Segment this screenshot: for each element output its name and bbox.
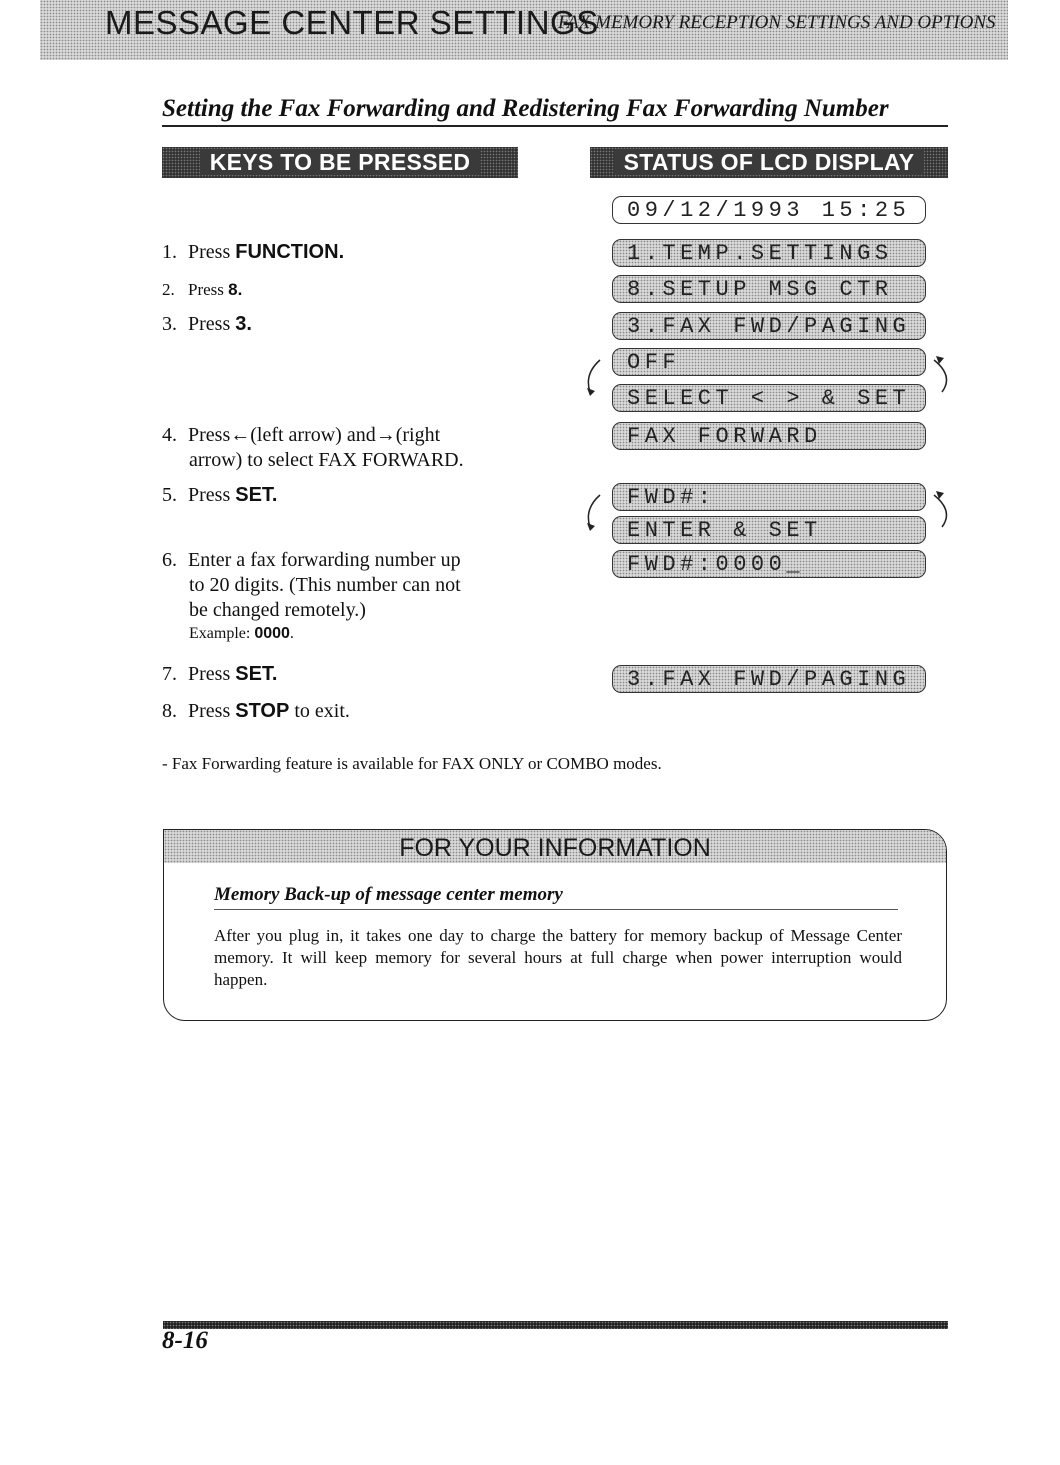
step-6-line3: be changed remotely.) — [189, 599, 366, 621]
alternate-arrow-icon — [928, 350, 968, 410]
lcd-enter-set: ENTER & SET — [612, 516, 926, 544]
lcd-header: STATUS OF LCD DISPLAY — [590, 147, 948, 178]
step-1: 1. Press FUNCTION. — [162, 241, 345, 263]
lcd-fax-fwd-paging: 3.FAX FWD/PAGING — [612, 312, 926, 340]
page-number: 8-16 — [162, 1327, 208, 1354]
step-7: 7. Press SET. — [162, 663, 278, 685]
info-title: Memory Back-up of message center memory — [214, 884, 898, 910]
keys-header: KEYS TO BE PRESSED — [162, 147, 518, 178]
step-2: 2. Press 8. — [162, 280, 243, 299]
left-arrow-icon: ← — [230, 424, 251, 446]
lcd-off: OFF — [612, 348, 926, 376]
lcd-select-set: SELECT < > & SET — [612, 384, 926, 412]
step-3: 3. Press 3. — [162, 313, 252, 335]
note: - Fax Forwarding feature is available for FAX ONLY or COMBO modes. — [162, 754, 662, 773]
step-6-line2: to 20 digits. (This number can not — [189, 574, 461, 596]
section-title: Setting the Fax Forwarding and Redistering Fax Forwarding Number — [162, 93, 948, 127]
lcd-setup-msg-ctr: 8.SETUP MSG CTR — [612, 275, 926, 303]
footer-bar — [163, 1321, 948, 1329]
lcd-fax-fwd-paging-final: 3.FAX FWD/PAGING — [612, 665, 926, 693]
step-5: 5. Press SET. — [162, 484, 278, 506]
lcd-temp-settings: 1.TEMP.SETTINGS — [612, 239, 926, 267]
alternate-arrow-icon — [580, 350, 620, 410]
step-6: 6. Enter a fax forwarding number up — [162, 549, 461, 571]
step-4-line2: arrow) to select FAX FORWARD. — [189, 449, 464, 471]
info-body: After you plug in, it takes one day to charge the battery for memory backup of Message Center memory. It will keep memory for several hours at full charge when power interruption would happen. — [214, 926, 902, 989]
header-title: MESSAGE CENTER SETTINGS — [105, 4, 599, 41]
step-4: 4. Press←(left arrow) and→(right — [162, 424, 441, 446]
header-subtitle: FAX MEMORY RECEPTION SETTINGS AND OPTIONS — [558, 12, 996, 33]
alternate-arrow-icon — [928, 485, 968, 545]
lcd-fax-forward: FAX FORWARD — [612, 422, 926, 450]
lcd-fwd-empty: FWD#: — [612, 483, 926, 511]
alternate-arrow-icon — [580, 485, 620, 545]
lcd-date-time: 09/12/1993 15:25 — [612, 196, 926, 224]
lcd-fwd-number: FWD#:0000_ — [612, 550, 926, 578]
info-box — [163, 829, 947, 1021]
right-arrow-icon: → — [375, 424, 396, 446]
step-8: 8. Press STOP to exit. — [162, 700, 350, 722]
info-header: FOR YOUR INFORMATION — [164, 830, 946, 863]
step-6-example: Example: 0000. — [189, 625, 294, 642]
